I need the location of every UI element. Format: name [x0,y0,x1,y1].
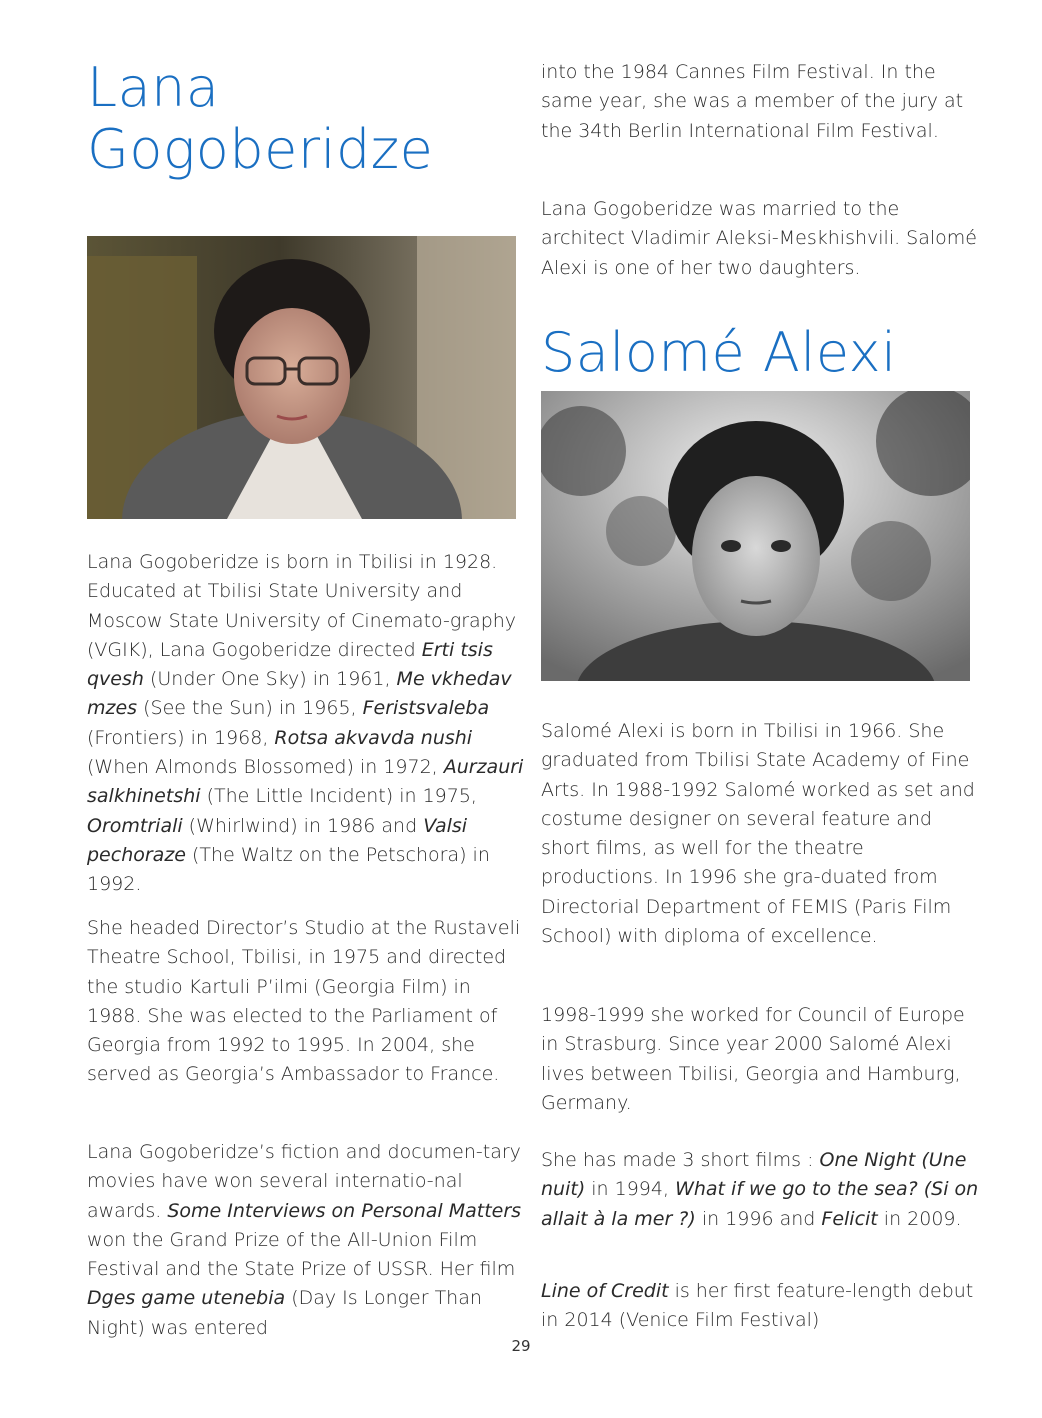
film-title: Valsi pechoraze [87,814,468,866]
text-run: in 1996 and [695,1207,822,1230]
heading-salome-alexi: Salomé Alexi [541,321,897,384]
text-run: Lana Gogoberidze’s fiction and documen-tary movies have won several internatio-nal awards. [87,1141,521,1222]
text-run: in 2009. [877,1207,962,1230]
left-paragraph-2: She headed Director’s Studio at the Rustaveli Theatre School, Tbilisi, in 1975 and directed the studio Kartuli P’ilmi (Georgia Film) in 1988. She was elected to the Parliament of Georgia from 1992 to 1995. In 2004, she served as Georgia’s Ambassador to France. [87,917,521,1086]
film-title: Line of Credit [541,1280,669,1302]
film-title: Feristsvaleba [362,697,490,720]
text-run: Lana Gogoberidze is born in Tbilisi in 1928. Educated at Tbilisi State University and Moscow State University of Cinemato-graphy (VGIK), Lana Gogoberidze directed [87,551,517,661]
text-run: (Whirlwind) in 1986 and [182,814,424,837]
left-paragraph-1 [87,548,527,900]
right-paragraph-2: Salomé Alexi is born in Tbilisi in 1966. She graduated from Tbilisi State Academy of Fine Arts. In 1988-1992 Salomé worked as set and costume designer on several feature and short films, as well for the theatre productions. In 1996 she gra-duated from Directorial Department of FEMIS (Paris Film School) with diploma of excellence. [541,720,975,948]
heading-line-2: Gogoberidze [87,118,434,181]
page-number: 29 [511,1337,531,1355]
heading-line-1: Lana [87,56,220,119]
film-title: Felicit [821,1207,878,1230]
text-run: (Frontiers) in 1968, [87,726,275,749]
text-run: (The Little Incident) in 1975, [200,785,477,808]
film-title: Rotsa akvavda nushi [274,726,473,749]
text-run: (The Waltz on the Petschora) in 1992. [87,843,490,896]
text-run: She has made 3 short films : [541,1149,820,1171]
left-paragraph-3 [87,1138,527,1343]
photo-lana-gogoberidze [87,236,516,519]
text-run: (When Almonds Blossomed) in 1972, [87,756,444,779]
right-paragraph-3: 1998-1999 she worked for Council of Europe in Strasburg. Since year 2000 Salomé Alexi lives between Tbilisi, Georgia and Hamburg, Germany. [541,1004,965,1114]
text-run: (Day Is Longer Than Night) was entered [87,1287,482,1339]
film-title: What if we go to the sea? (Si on allait à la mer ?) [541,1178,979,1230]
text-run: is her first feature-length debut in 2014 (Venice Film Festival) [541,1280,974,1332]
text-run: in 1994, [585,1178,676,1201]
right-paragraph-5 [541,1277,981,1336]
text-run: (Under One Sky) in 1961, [143,668,397,691]
right-paragraph-continued: into the 1984 Cannes Film Festival. In the same year, she was a member of the jury at the 34th Berlin International Film Festival. [541,61,964,142]
right-paragraph-4 [541,1146,981,1234]
right-paragraph-1: Lana Gogoberidze was married to the architect Vladimir Aleksi-Meskhishvili. Salomé Alexi is one of her two daughters. [541,198,977,279]
film-title: Erti tsis qvesh [87,638,493,691]
heading-lana-gogoberidze [87,57,517,181]
film-title: Dges game utenebia [87,1287,286,1310]
film-title: One Night (Une nuit) [541,1149,967,1201]
film-title: Aurzauri salkhinetshi [87,756,524,808]
text-run: won the Grand Prize of the All-Union Film Festival and the State Prize of USSR. Her film [87,1228,516,1281]
text-run: (See the Sun) in 1965, [137,697,363,720]
film-title: Me vkhedav mzes [87,668,512,720]
photo-salome-alexi [541,391,970,681]
film-title: Oromtriali [87,814,183,837]
film-title: Some Interviews on Personal Matters [167,1199,522,1222]
